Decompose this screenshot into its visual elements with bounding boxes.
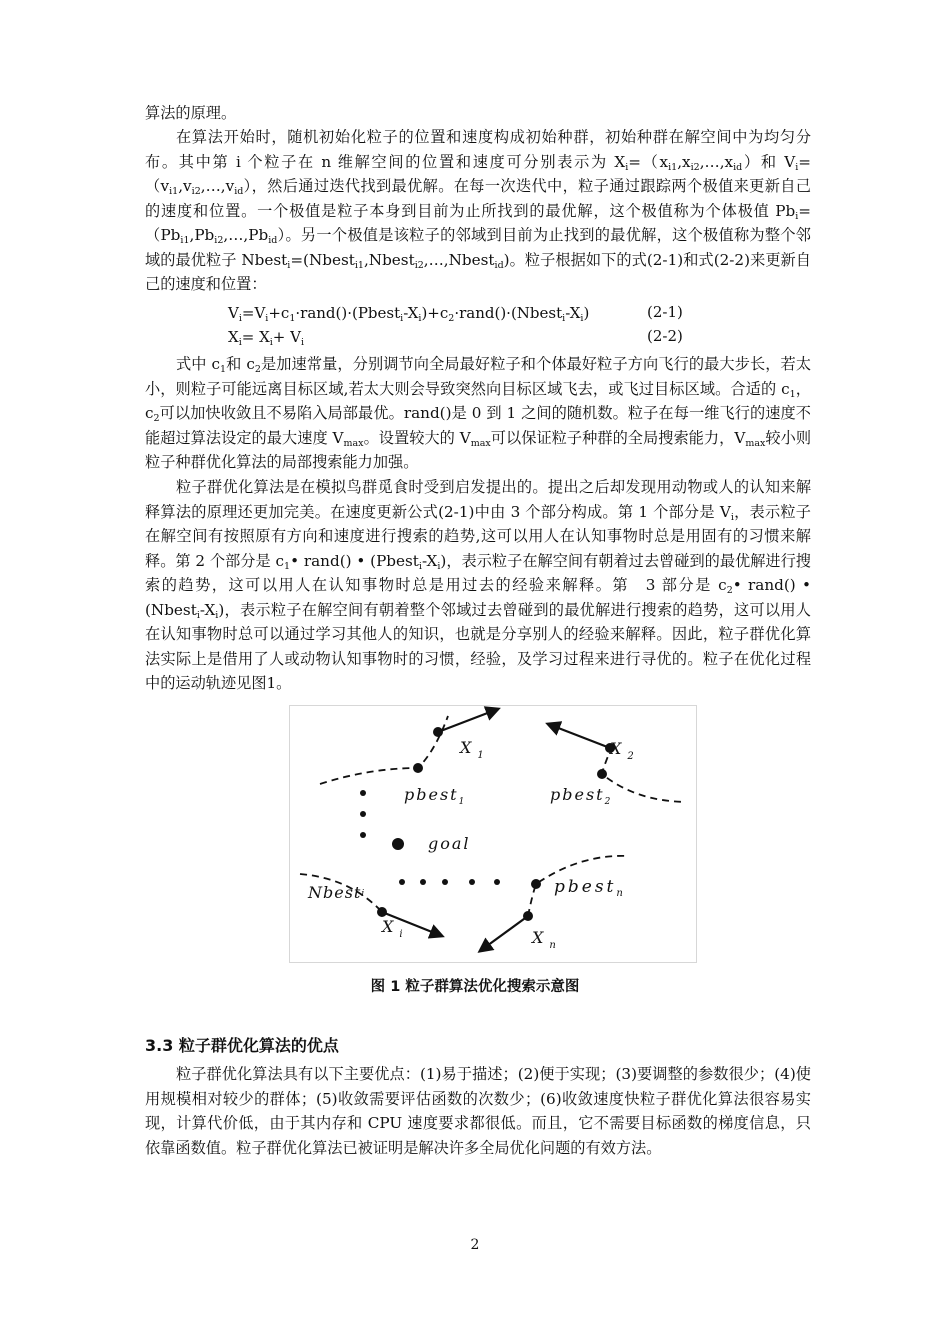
velocity-arrow-x2 — [548, 724, 610, 748]
label-xi: X $_i$ — [382, 917, 403, 940]
paragraph-advantages: 粒子群优化算法具有以下主要优点：(1)易于描述；(2)便于实现；(3)要调整的参数很少；(4)使用规模相对较少的群体；(5)收敛需要评估函数的次数少；(6)收敛速度快粒子群优化算法很容易实现，计算代价低，由于其内存和 CPU 速度要求都很低。而且，它不需要目标函数的梯度信息，只依靠函数值。粒子群优化算法已被证明是解决许多全局优化问题的有效方法。 — [145, 1065, 811, 1157]
paragraph-cognition: 粒子群优化算法是在模拟鸟群觅食时受到启发提出的。提出之后却发现用动物或人的认知来解释算法的原理还更加完美。在速度更新公式(2-1)中由 3 个部分构成。第 1 个部分是 $V_i$，表示粒子在解空间有按照原有方向和速度进行搜索的趋势,这可以用人在认知事物时总是用固有的习惯来解释。第 2 个部分是 $c_1•$ rand() • $(Pbest_i-X_i)$，表示粒子在解空间有朝着过去曾碰到的最优解进行搜索的趋势，这可以用人在认知事物时总是用过去的经验来解释。第 3 部分是 $c_2•$ rand() • $(Nbest_i-X_i)$，表示粒子在解空间有朝着整个邻域过去曾碰到的最优解进行搜索的趋势，这可以用人在认知事物时总可以通过学习其他人的知识，也就是分享别人的经验来解释。因此，粒子群优化算法实际上是借用了人或动物认知事物时的习惯，经验，及学习过程来进行寻优的。粒子在优化过程中的运动轨迹见图1。 — [145, 478, 812, 692]
label-x1: X $_1$ — [460, 738, 484, 761]
label-x2: X $_2$ — [610, 739, 634, 762]
velocity-arrow-xn — [480, 916, 528, 951]
point-goal — [392, 838, 404, 850]
equation-number-2-1: (2-1) — [647, 303, 683, 321]
swarm-dot — [360, 811, 366, 817]
velocity-arrow-x1 — [438, 709, 498, 732]
trajectory-left-upper — [320, 716, 448, 784]
particle-x1 — [433, 727, 443, 737]
label-pbest2: pbest$_2$ — [550, 785, 613, 807]
swarm-dot — [442, 879, 448, 885]
pso-trajectory-diagram — [290, 706, 696, 962]
point-pbest2 — [597, 769, 607, 779]
point-pbest1 — [413, 763, 423, 773]
label-goal: goal — [428, 834, 471, 853]
paragraph-initialization: 在算法开始时，随机初始化粒子的位置和速度构成初始种群，初始种群在解空间中为均匀分布。其中第 i 个粒子在 n 维解空间的位置和速度可分别表示为 $X_i=(x_{i1},x_{i2},\dots,x_{id})$和 $V_i=(v_{i1},v_{i2},\dots,v_{id})$，然后通过迭代找到最优解。在每一次迭代中，粒子通过跟踪两个极值来更新自己的速度和位置。一个极值是粒子本身到目前为止所找到的最优解，这个极值称为个体极值 $Pb_i=(Pb_{i1},Pb_{i2},\dots,Pb_{id})$。另一个极值是该粒子的邻域到目前为止找到的最优解，这个极值称为整个邻域的最优粒子 Nbest$_i$=(Nbest$_{i1}$,Nbest$_{i2}$,…,Nbest$_{id}$)。粒子根据如下的式(2-1)和式(2-2)来更新自己的速度和位置： — [145, 128, 812, 293]
particle-xi — [377, 907, 387, 917]
equation-position-update: $X_i= X_i+ V_i$ — [228, 328, 305, 348]
paragraph-parameters: 式中 $c_1$和 $c_2$是加速常量，分别调节向全局最好粒子和个体最好粒子方向飞行的最大步长，若太小，则粒子可能远离目标区域,若太大则会导致突然向目标区域飞去，或飞过目标区域。合适的 $c_1$，$c_2$可以加快收敛且不易陷入局部最优。rand()是 0 到 1 之间的随机数。粒子在每一维飞行的速度不能超过算法设定的最大速度 $V_{max}$。设置较大的 $V_{max}$可以保证粒子种群的全局搜索能力，$V_{max}$较小则粒子种群优化算法的局部搜索能力加强。 — [145, 355, 812, 471]
figure-caption: 图 1 粒子群算法优化搜索示意图 — [370, 979, 580, 995]
equation-velocity-update: $V_i=V_i+c_1\cdot rand()\cdot(Pbest_i-X_i)+c_2\cdot rand()\cdot(Nbest_i-X_i)$ — [228, 304, 590, 324]
figure-pso-diagram — [289, 705, 697, 963]
equation-number-2-2: (2-2) — [647, 327, 683, 345]
particle-xn — [523, 911, 533, 921]
swarm-dot — [399, 879, 405, 885]
swarm-dot — [360, 790, 366, 796]
point-pbestn — [531, 879, 541, 889]
swarm-dot — [420, 879, 426, 885]
swarm-dot — [360, 832, 366, 838]
section-heading: 3.3 粒子群优化算法的优点 — [145, 1036, 339, 1055]
label-nbest: Nbesti — [308, 883, 366, 902]
swarm-dot — [469, 879, 475, 885]
label-pbest1: pbest$_1$ — [404, 785, 467, 807]
label-pbestn: pbest$_n$ — [554, 877, 626, 899]
swarm-dot — [494, 879, 500, 885]
page-number: 2 — [470, 1237, 480, 1253]
paragraph-intro-tail: 算法的原理。 — [145, 104, 237, 122]
label-xn: X $_n$ — [532, 928, 556, 951]
